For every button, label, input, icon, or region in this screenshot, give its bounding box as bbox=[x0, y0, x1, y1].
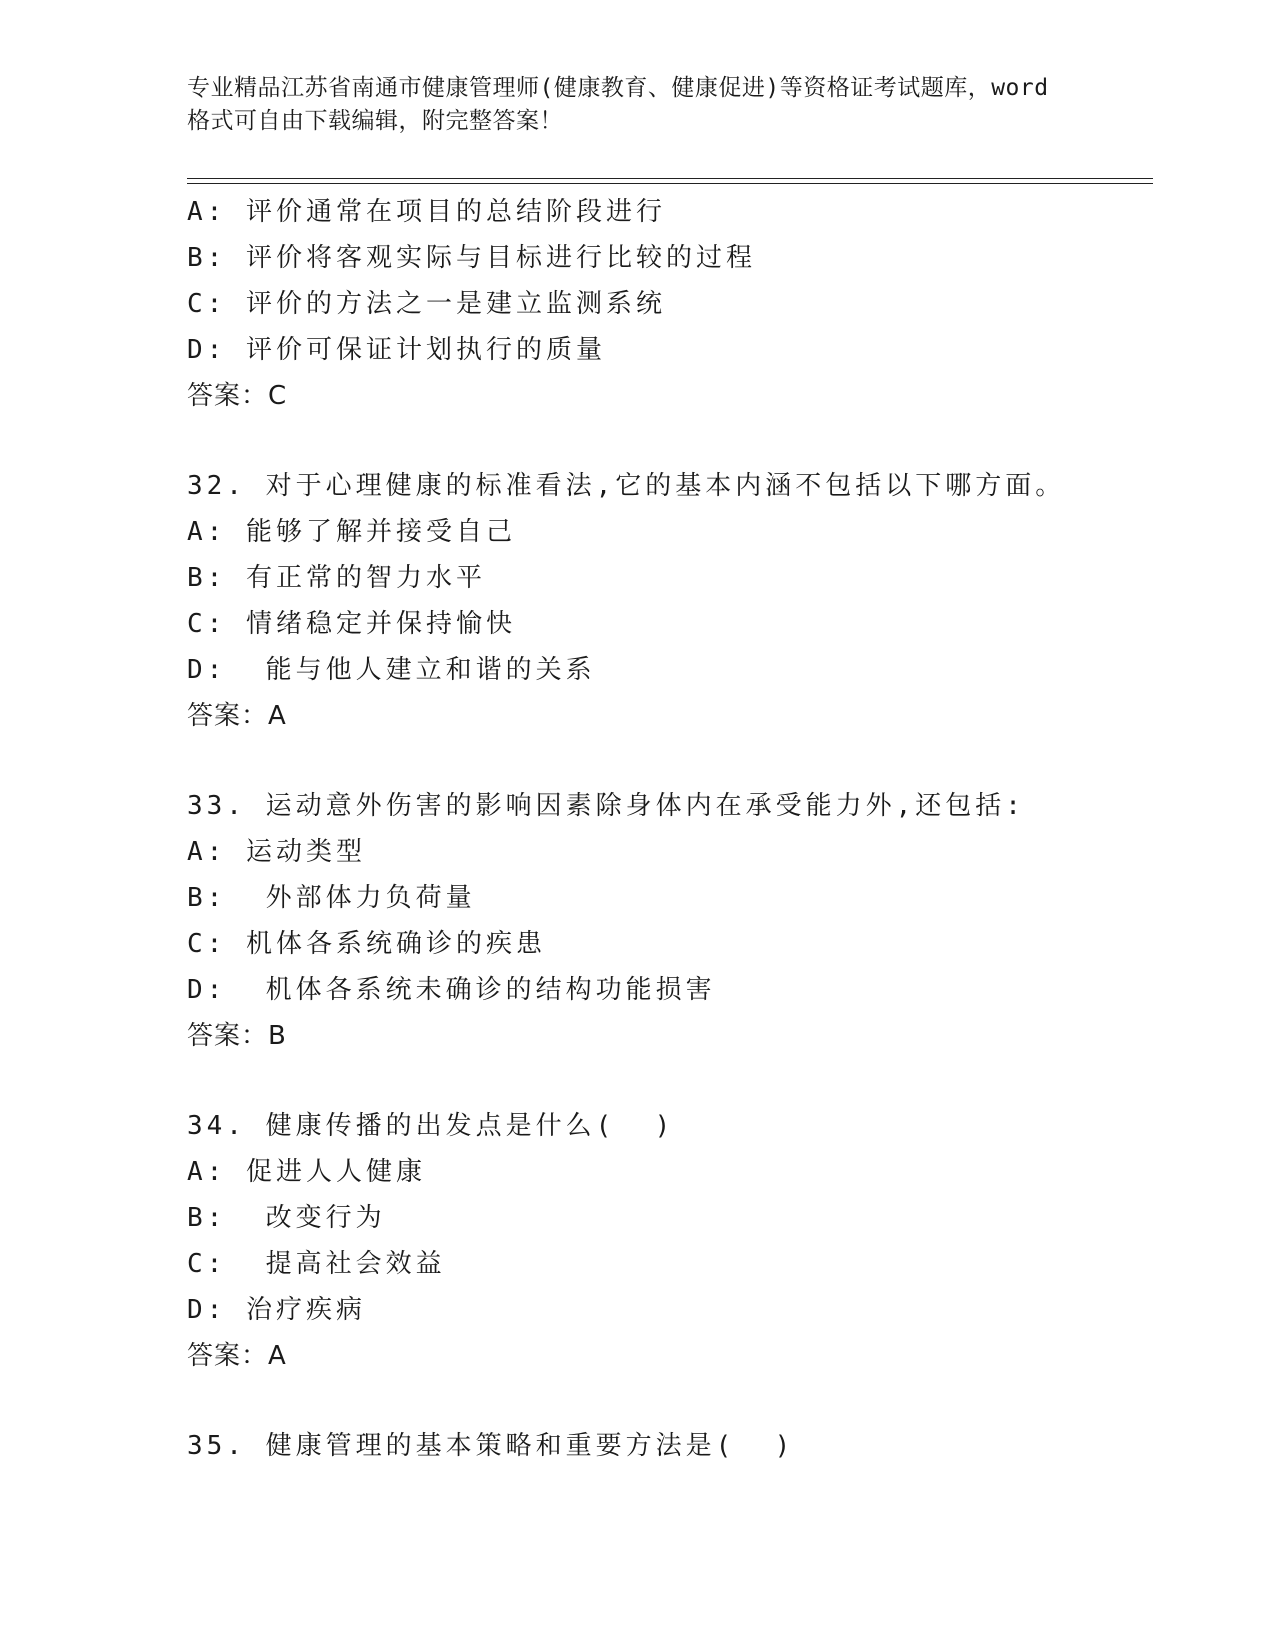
header-divider-top bbox=[187, 178, 1153, 179]
option-a: A: 评价通常在项目的总结阶段进行 bbox=[187, 197, 666, 227]
option-a: A: 能够了解并接受自己 bbox=[187, 517, 516, 547]
question-block-31 bbox=[187, 189, 1153, 419]
option-d: D: 能与他人建立和谐的关系 bbox=[187, 655, 596, 685]
question-block-33 bbox=[187, 783, 1153, 1059]
option-b: B: 评价将客观实际与目标进行比较的过程 bbox=[187, 243, 756, 273]
document-header bbox=[187, 72, 1107, 138]
option-c: C: 机体各系统确诊的疾患 bbox=[187, 929, 546, 959]
header-divider-bottom bbox=[187, 183, 1153, 184]
answer-line: 答案：C bbox=[187, 381, 288, 411]
option-d: D: 治疗疾病 bbox=[187, 1295, 366, 1325]
header-line-2: 格式可自由下载编辑，附完整答案！ bbox=[187, 108, 563, 134]
question-stem: 32. 对于心理健康的标准看法,它的基本内涵不包括以下哪方面。 bbox=[187, 471, 1066, 501]
option-a: A: 运动类型 bbox=[187, 837, 366, 867]
option-c: C: 提高社会效益 bbox=[187, 1249, 446, 1279]
question-block-32 bbox=[187, 463, 1153, 739]
question-block-35 bbox=[187, 1423, 1153, 1469]
question-stem: 35. 健康管理的基本策略和重要方法是( ) bbox=[187, 1431, 795, 1461]
option-b: B: 改变行为 bbox=[187, 1203, 386, 1233]
answer-line: 答案：A bbox=[187, 1341, 287, 1371]
option-c: C: 情绪稳定并保持愉快 bbox=[187, 609, 516, 639]
header-line-1: 专业精品江苏省南通市健康管理师(健康教育、健康促进)等资格证考试题库，word bbox=[187, 75, 1049, 101]
option-c: C: 评价的方法之一是建立监测系统 bbox=[187, 289, 666, 319]
question-block-34 bbox=[187, 1103, 1153, 1379]
question-stem: 34. 健康传播的出发点是什么( ) bbox=[187, 1111, 675, 1141]
option-d: D: 评价可保证计划执行的质量 bbox=[187, 335, 606, 365]
option-b: B: 有正常的智力水平 bbox=[187, 563, 486, 593]
option-d: D: 机体各系统未确诊的结构功能损害 bbox=[187, 975, 716, 1005]
option-b: B: 外部体力负荷量 bbox=[187, 883, 476, 913]
question-list bbox=[187, 189, 1153, 1469]
answer-line: 答案：A bbox=[187, 701, 287, 731]
answer-line: 答案：B bbox=[187, 1021, 287, 1051]
option-a: A: 促进人人健康 bbox=[187, 1157, 426, 1187]
question-stem: 33. 运动意外伤害的影响因素除身体内在承受能力外,还包括: bbox=[187, 791, 1025, 821]
